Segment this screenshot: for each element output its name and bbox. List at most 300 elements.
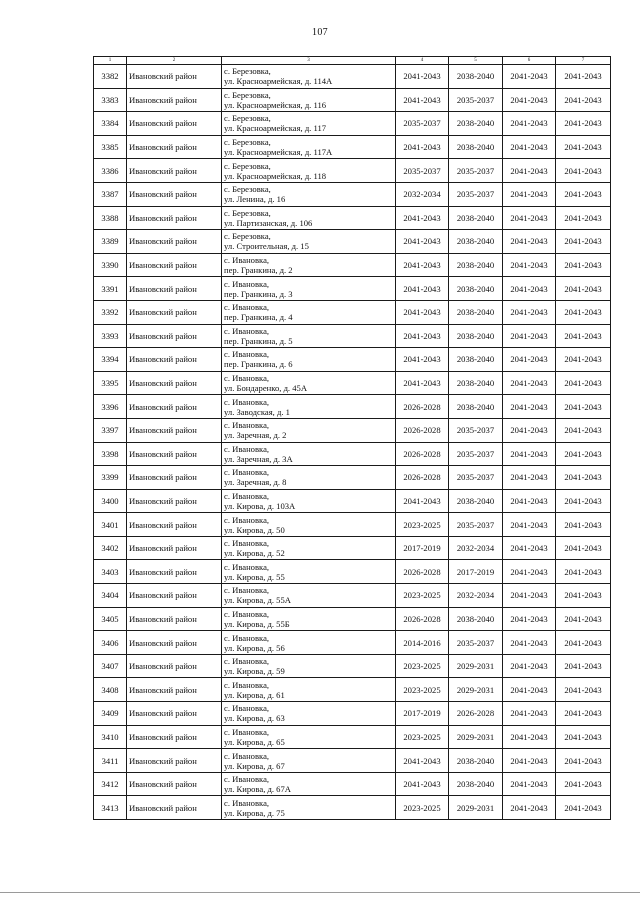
table-row xyxy=(94,135,611,159)
period-cell-2: 2038-2040 xyxy=(449,772,503,796)
row-number-cell: 3390 xyxy=(94,253,127,277)
district-cell: Ивановский район xyxy=(127,65,222,89)
period-cell-4: 2041-2043 xyxy=(556,654,611,678)
period-cell-2: 2029-2031 xyxy=(449,725,503,749)
address-cell xyxy=(222,796,396,820)
period-cell-4: 2041-2043 xyxy=(556,796,611,820)
period-cell-4: 2041-2043 xyxy=(556,182,611,206)
period-cell-3: 2041-2043 xyxy=(503,442,556,466)
address-street: ул. Кирова, д. 67 xyxy=(224,760,285,771)
period-cell-1: 2041-2043 xyxy=(396,135,449,159)
period-cell-4: 2041-2043 xyxy=(556,489,611,513)
address-cell xyxy=(222,466,396,490)
address-street: ул. Красноармейская, д. 116 xyxy=(224,99,327,110)
district-cell: Ивановский район xyxy=(127,678,222,702)
period-cell-1: 2023-2025 xyxy=(396,513,449,537)
address-street: ул. Кирова, д. 55Б xyxy=(224,618,290,629)
period-cell-4: 2041-2043 xyxy=(556,418,611,442)
address-cell xyxy=(222,348,396,372)
period-cell-3: 2041-2043 xyxy=(503,678,556,702)
period-cell-2: 2035-2037 xyxy=(449,442,503,466)
period-cell-4: 2041-2043 xyxy=(556,607,611,631)
row-number-cell: 3410 xyxy=(94,725,127,749)
address-cell xyxy=(222,772,396,796)
address-street: ул. Ленина, д. 16 xyxy=(224,194,286,205)
row-number-cell: 3386 xyxy=(94,159,127,183)
address-cell xyxy=(222,112,396,136)
district-cell: Ивановский район xyxy=(127,395,222,419)
column-number: 3 xyxy=(222,57,396,65)
period-cell-4: 2041-2043 xyxy=(556,749,611,773)
period-cell-4: 2041-2043 xyxy=(556,678,611,702)
address-street: ул. Кирова, д. 50 xyxy=(224,524,285,535)
address-cell xyxy=(222,560,396,584)
table-row xyxy=(94,631,611,655)
address-cell xyxy=(222,418,396,442)
period-cell-3: 2041-2043 xyxy=(503,230,556,254)
address-settlement: с. Ивановка, xyxy=(224,396,270,407)
address-street: ул. Кирова, д. 55А xyxy=(224,595,291,606)
address-cell xyxy=(222,277,396,301)
address-settlement: с. Ивановка, xyxy=(224,325,270,336)
period-cell-3: 2041-2043 xyxy=(503,348,556,372)
column-number: 6 xyxy=(503,57,556,65)
row-number-cell: 3383 xyxy=(94,88,127,112)
district-cell: Ивановский район xyxy=(127,112,222,136)
period-cell-2: 2038-2040 xyxy=(449,112,503,136)
address-street: ул. Партизанская, д. 106 xyxy=(224,217,313,228)
period-cell-2: 2038-2040 xyxy=(449,277,503,301)
district-cell: Ивановский район xyxy=(127,702,222,726)
address-cell xyxy=(222,135,396,159)
address-settlement: с. Березовка, xyxy=(224,231,271,242)
address-cell xyxy=(222,230,396,254)
period-cell-3: 2041-2043 xyxy=(503,466,556,490)
district-cell: Ивановский район xyxy=(127,230,222,254)
period-cell-3: 2041-2043 xyxy=(503,536,556,560)
district-cell: Ивановский район xyxy=(127,607,222,631)
row-number-cell: 3405 xyxy=(94,607,127,631)
period-cell-4: 2041-2043 xyxy=(556,112,611,136)
address-street: пер. Гранкина, д. 2 xyxy=(224,265,293,276)
row-number-cell: 3392 xyxy=(94,300,127,324)
address-street: ул. Кирова, д. 52 xyxy=(224,548,285,559)
district-cell: Ивановский район xyxy=(127,206,222,230)
table-row xyxy=(94,324,611,348)
address-settlement: с. Ивановка, xyxy=(224,302,270,313)
period-cell-2: 2026-2028 xyxy=(449,702,503,726)
district-cell: Ивановский район xyxy=(127,371,222,395)
address-street: пер. Гранкина, д. 5 xyxy=(224,335,293,346)
period-cell-4: 2041-2043 xyxy=(556,395,611,419)
address-cell xyxy=(222,702,396,726)
table-row xyxy=(94,253,611,277)
table-row xyxy=(94,88,611,112)
period-cell-4: 2041-2043 xyxy=(556,536,611,560)
address-settlement: с. Березовка, xyxy=(224,160,271,171)
period-cell-4: 2041-2043 xyxy=(556,442,611,466)
row-number-cell: 3403 xyxy=(94,560,127,584)
period-cell-3: 2041-2043 xyxy=(503,725,556,749)
district-cell: Ивановский район xyxy=(127,631,222,655)
address-settlement: с. Ивановка, xyxy=(224,608,270,619)
period-cell-3: 2041-2043 xyxy=(503,88,556,112)
address-street: ул. Бондаренко, д. 45А xyxy=(224,383,308,394)
row-number-cell: 3391 xyxy=(94,277,127,301)
district-cell: Ивановский район xyxy=(127,253,222,277)
period-cell-3: 2041-2043 xyxy=(503,702,556,726)
period-cell-4: 2041-2043 xyxy=(556,324,611,348)
page-number: 107 xyxy=(312,27,328,38)
table-row xyxy=(94,395,611,419)
period-cell-2: 2038-2040 xyxy=(449,395,503,419)
period-cell-4: 2041-2043 xyxy=(556,159,611,183)
period-cell-4: 2041-2043 xyxy=(556,702,611,726)
period-cell-2: 2029-2031 xyxy=(449,654,503,678)
table-row xyxy=(94,725,611,749)
period-cell-3: 2041-2043 xyxy=(503,135,556,159)
row-number-cell: 3395 xyxy=(94,371,127,395)
period-cell-2: 2032-2034 xyxy=(449,536,503,560)
district-cell: Ивановский район xyxy=(127,513,222,537)
address-settlement: с. Ивановка, xyxy=(224,656,270,667)
period-cell-2: 2038-2040 xyxy=(449,749,503,773)
period-cell-2: 2035-2037 xyxy=(449,466,503,490)
period-cell-4: 2041-2043 xyxy=(556,65,611,89)
period-cell-4: 2041-2043 xyxy=(556,277,611,301)
period-cell-1: 2026-2028 xyxy=(396,607,449,631)
district-cell: Ивановский район xyxy=(127,300,222,324)
address-street: ул. Кирова, д. 59 xyxy=(224,666,285,677)
table-row xyxy=(94,442,611,466)
address-cell xyxy=(222,584,396,608)
period-cell-3: 2041-2043 xyxy=(503,65,556,89)
table-row xyxy=(94,678,611,702)
district-cell: Ивановский район xyxy=(127,182,222,206)
table-row xyxy=(94,65,611,89)
period-cell-2: 2038-2040 xyxy=(449,65,503,89)
period-cell-1: 2041-2043 xyxy=(396,324,449,348)
period-cell-1: 2017-2019 xyxy=(396,536,449,560)
address-street: ул. Кирова, д. 65 xyxy=(224,736,285,747)
period-cell-1: 2041-2043 xyxy=(396,300,449,324)
table-row xyxy=(94,749,611,773)
period-cell-1: 2023-2025 xyxy=(396,678,449,702)
row-number-cell: 3408 xyxy=(94,678,127,702)
district-cell: Ивановский район xyxy=(127,159,222,183)
address-street: ул. Красноармейская, д. 114А xyxy=(224,76,333,87)
row-number-cell: 3406 xyxy=(94,631,127,655)
address-street: ул. Строительная, д. 15 xyxy=(224,241,309,252)
period-cell-1: 2026-2028 xyxy=(396,466,449,490)
address-settlement: с. Березовка, xyxy=(224,113,271,124)
address-cell xyxy=(222,442,396,466)
period-cell-4: 2041-2043 xyxy=(556,371,611,395)
period-cell-3: 2041-2043 xyxy=(503,560,556,584)
table-row xyxy=(94,206,611,230)
period-cell-4: 2041-2043 xyxy=(556,631,611,655)
period-cell-3: 2041-2043 xyxy=(503,796,556,820)
period-cell-3: 2041-2043 xyxy=(503,277,556,301)
period-cell-4: 2041-2043 xyxy=(556,300,611,324)
period-cell-1: 2014-2016 xyxy=(396,631,449,655)
address-street: ул. Заречная, д. 8 xyxy=(224,477,287,488)
address-settlement: с. Ивановка, xyxy=(224,490,270,501)
period-cell-1: 2041-2043 xyxy=(396,772,449,796)
table-row xyxy=(94,159,611,183)
period-cell-1: 2041-2043 xyxy=(396,253,449,277)
address-cell xyxy=(222,654,396,678)
period-cell-3: 2041-2043 xyxy=(503,395,556,419)
row-number-cell: 3412 xyxy=(94,772,127,796)
district-cell: Ивановский район xyxy=(127,489,222,513)
period-cell-2: 2038-2040 xyxy=(449,230,503,254)
row-number-cell: 3411 xyxy=(94,749,127,773)
period-cell-4: 2041-2043 xyxy=(556,206,611,230)
period-cell-1: 2026-2028 xyxy=(396,442,449,466)
period-cell-2: 2038-2040 xyxy=(449,324,503,348)
address-cell xyxy=(222,159,396,183)
district-cell: Ивановский район xyxy=(127,536,222,560)
period-cell-2: 2029-2031 xyxy=(449,796,503,820)
table-row xyxy=(94,418,611,442)
period-cell-1: 2035-2037 xyxy=(396,159,449,183)
period-cell-1: 2041-2043 xyxy=(396,230,449,254)
district-cell: Ивановский район xyxy=(127,135,222,159)
period-cell-1: 2041-2043 xyxy=(396,277,449,301)
address-settlement: с. Ивановка, xyxy=(224,585,270,596)
address-street: ул. Кирова, д. 67А xyxy=(224,784,291,795)
table-body xyxy=(94,57,611,820)
table-row xyxy=(94,702,611,726)
period-cell-4: 2041-2043 xyxy=(556,560,611,584)
period-cell-3: 2041-2043 xyxy=(503,324,556,348)
period-cell-4: 2041-2043 xyxy=(556,253,611,277)
period-cell-4: 2041-2043 xyxy=(556,230,611,254)
address-cell xyxy=(222,206,396,230)
address-street: ул. Заречная, д. 2 xyxy=(224,430,287,441)
table-row xyxy=(94,230,611,254)
period-cell-1: 2023-2025 xyxy=(396,796,449,820)
column-number: 2 xyxy=(127,57,222,65)
period-cell-3: 2041-2043 xyxy=(503,206,556,230)
address-settlement: с. Березовка, xyxy=(224,184,271,195)
row-number-cell: 3399 xyxy=(94,466,127,490)
period-cell-2: 2038-2040 xyxy=(449,135,503,159)
table-row xyxy=(94,371,611,395)
period-cell-3: 2041-2043 xyxy=(503,418,556,442)
period-cell-3: 2041-2043 xyxy=(503,607,556,631)
column-number: 4 xyxy=(396,57,449,65)
address-street: ул. Кирова, д. 75 xyxy=(224,807,285,818)
row-number-cell: 3413 xyxy=(94,796,127,820)
address-cell xyxy=(222,725,396,749)
period-cell-2: 2038-2040 xyxy=(449,300,503,324)
address-settlement: с. Ивановка, xyxy=(224,443,270,454)
period-cell-3: 2041-2043 xyxy=(503,489,556,513)
address-cell xyxy=(222,607,396,631)
period-cell-2: 2038-2040 xyxy=(449,607,503,631)
period-cell-4: 2041-2043 xyxy=(556,348,611,372)
table-row xyxy=(94,607,611,631)
district-cell: Ивановский район xyxy=(127,796,222,820)
district-cell: Ивановский район xyxy=(127,418,222,442)
address-cell xyxy=(222,371,396,395)
address-street: ул. Заречная, д. 3А xyxy=(224,453,293,464)
period-cell-4: 2041-2043 xyxy=(556,513,611,537)
period-cell-1: 2041-2043 xyxy=(396,371,449,395)
period-cell-2: 2035-2037 xyxy=(449,88,503,112)
table-row xyxy=(94,560,611,584)
row-number-cell: 3388 xyxy=(94,206,127,230)
period-cell-1: 2041-2043 xyxy=(396,348,449,372)
address-settlement: с. Ивановка, xyxy=(224,514,270,525)
address-street: ул. Красноармейская, д. 117А xyxy=(224,147,333,158)
address-street: ул. Кирова, д. 63 xyxy=(224,713,285,724)
address-street: ул. Кирова, д. 56 xyxy=(224,642,285,653)
row-number-cell: 3397 xyxy=(94,418,127,442)
address-settlement: с. Ивановка, xyxy=(224,750,270,761)
address-settlement: с. Березовка, xyxy=(224,89,271,100)
table-row xyxy=(94,466,611,490)
period-cell-2: 2032-2034 xyxy=(449,584,503,608)
address-settlement: с. Ивановка, xyxy=(224,679,270,690)
address-settlement: с. Ивановка, xyxy=(224,538,270,549)
period-cell-3: 2041-2043 xyxy=(503,772,556,796)
address-cell xyxy=(222,749,396,773)
address-settlement: с. Ивановка, xyxy=(224,774,270,785)
table-row xyxy=(94,300,611,324)
address-cell xyxy=(222,489,396,513)
period-cell-2: 2038-2040 xyxy=(449,253,503,277)
address-cell xyxy=(222,65,396,89)
period-cell-3: 2041-2043 xyxy=(503,631,556,655)
period-cell-3: 2041-2043 xyxy=(503,112,556,136)
address-street: ул. Кирова, д. 103А xyxy=(224,500,296,511)
period-cell-1: 2041-2043 xyxy=(396,206,449,230)
row-number-cell: 3382 xyxy=(94,65,127,89)
table-row xyxy=(94,182,611,206)
address-settlement: с. Березовка, xyxy=(224,66,271,77)
district-cell: Ивановский район xyxy=(127,277,222,301)
table-row xyxy=(94,277,611,301)
row-number-cell: 3384 xyxy=(94,112,127,136)
column-number: 7 xyxy=(556,57,611,65)
table-row xyxy=(94,348,611,372)
period-cell-2: 2017-2019 xyxy=(449,560,503,584)
district-cell: Ивановский район xyxy=(127,324,222,348)
period-cell-4: 2041-2043 xyxy=(556,772,611,796)
row-number-cell: 3407 xyxy=(94,654,127,678)
period-cell-1: 2023-2025 xyxy=(396,584,449,608)
period-cell-1: 2026-2028 xyxy=(396,395,449,419)
period-cell-2: 2035-2037 xyxy=(449,513,503,537)
period-cell-3: 2041-2043 xyxy=(503,513,556,537)
address-settlement: с. Березовка, xyxy=(224,207,271,218)
period-cell-1: 2041-2043 xyxy=(396,65,449,89)
period-cell-4: 2041-2043 xyxy=(556,135,611,159)
period-cell-1: 2017-2019 xyxy=(396,702,449,726)
address-street: пер. Гранкина, д. 4 xyxy=(224,312,293,323)
period-cell-1: 2023-2025 xyxy=(396,725,449,749)
address-cell xyxy=(222,182,396,206)
period-cell-4: 2041-2043 xyxy=(556,584,611,608)
period-cell-1: 2035-2037 xyxy=(396,112,449,136)
row-number-cell: 3385 xyxy=(94,135,127,159)
period-cell-2: 2038-2040 xyxy=(449,371,503,395)
row-number-cell: 3393 xyxy=(94,324,127,348)
address-street: ул. Красноармейская, д. 118 xyxy=(224,170,327,181)
address-street: ул. Красноармейская, д. 117 xyxy=(224,123,327,134)
address-cell xyxy=(222,253,396,277)
address-street: пер. Гранкина, д. 3 xyxy=(224,288,293,299)
period-cell-1: 2041-2043 xyxy=(396,88,449,112)
period-cell-1: 2041-2043 xyxy=(396,749,449,773)
period-cell-2: 2035-2037 xyxy=(449,631,503,655)
address-settlement: с. Ивановка, xyxy=(224,467,270,478)
period-cell-3: 2041-2043 xyxy=(503,253,556,277)
table-row xyxy=(94,489,611,513)
district-cell: Ивановский район xyxy=(127,88,222,112)
row-number-cell: 3409 xyxy=(94,702,127,726)
period-cell-3: 2041-2043 xyxy=(503,654,556,678)
address-settlement: с. Ивановка, xyxy=(224,561,270,572)
period-cell-3: 2041-2043 xyxy=(503,749,556,773)
period-cell-4: 2041-2043 xyxy=(556,725,611,749)
district-cell: Ивановский район xyxy=(127,348,222,372)
column-number: 1 xyxy=(94,57,127,65)
address-settlement: с. Березовка, xyxy=(224,137,271,148)
address-cell xyxy=(222,536,396,560)
row-number-cell: 3402 xyxy=(94,536,127,560)
row-number-cell: 3401 xyxy=(94,513,127,537)
scan-edge-line xyxy=(0,892,640,893)
period-cell-1: 2041-2043 xyxy=(396,489,449,513)
row-number-cell: 3389 xyxy=(94,230,127,254)
district-cell: Ивановский район xyxy=(127,584,222,608)
address-cell xyxy=(222,678,396,702)
district-cell: Ивановский район xyxy=(127,560,222,584)
address-settlement: с. Ивановка, xyxy=(224,373,270,384)
period-cell-2: 2038-2040 xyxy=(449,489,503,513)
row-number-cell: 3387 xyxy=(94,182,127,206)
address-settlement: с. Ивановка, xyxy=(224,632,270,643)
address-street: ул. Кирова, д. 61 xyxy=(224,689,285,700)
period-cell-2: 2029-2031 xyxy=(449,678,503,702)
period-cell-3: 2041-2043 xyxy=(503,182,556,206)
housing-registry-table xyxy=(93,56,611,820)
period-cell-4: 2041-2043 xyxy=(556,88,611,112)
table-row xyxy=(94,796,611,820)
period-cell-2: 2035-2037 xyxy=(449,418,503,442)
district-cell: Ивановский район xyxy=(127,772,222,796)
address-settlement: с. Ивановка, xyxy=(224,255,270,266)
district-cell: Ивановский район xyxy=(127,725,222,749)
row-number-cell: 3404 xyxy=(94,584,127,608)
table-row xyxy=(94,112,611,136)
row-number-cell: 3400 xyxy=(94,489,127,513)
address-settlement: с. Ивановка, xyxy=(224,420,270,431)
table-row xyxy=(94,772,611,796)
address-cell xyxy=(222,631,396,655)
table-row xyxy=(94,513,611,537)
address-settlement: с. Ивановка, xyxy=(224,797,270,808)
address-cell xyxy=(222,88,396,112)
address-cell xyxy=(222,324,396,348)
district-cell: Ивановский район xyxy=(127,442,222,466)
row-number-cell: 3398 xyxy=(94,442,127,466)
district-cell: Ивановский район xyxy=(127,654,222,678)
